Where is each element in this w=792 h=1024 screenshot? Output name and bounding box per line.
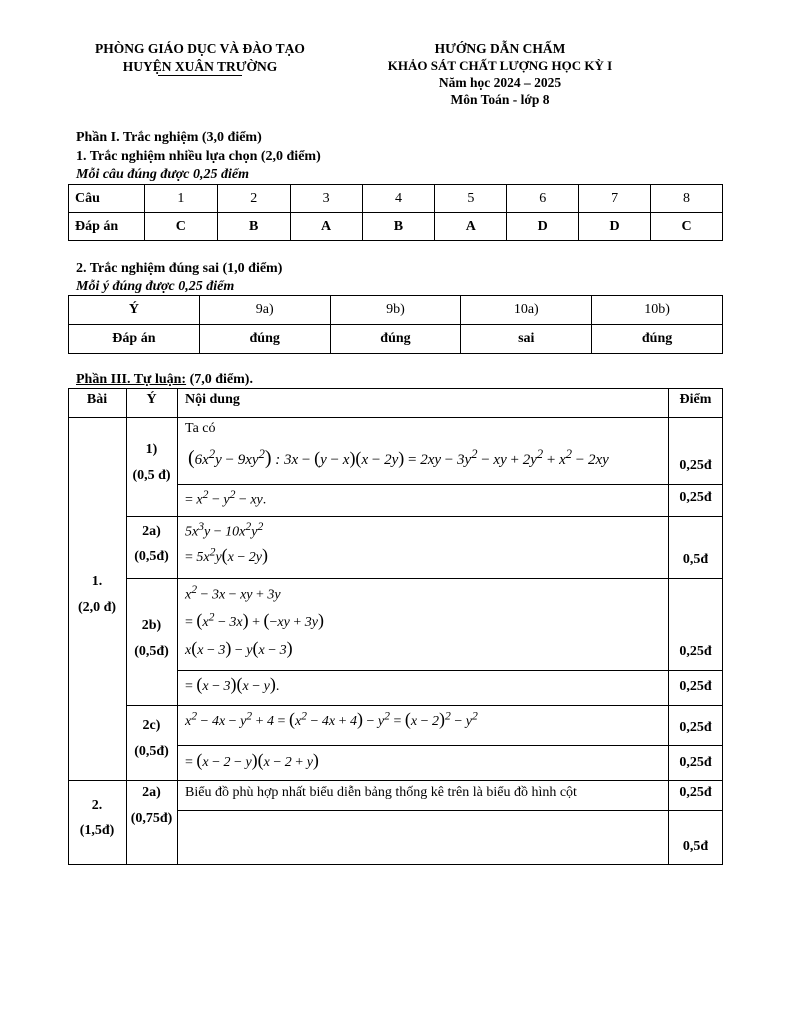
score-q2c-b: 0,25đ bbox=[679, 755, 712, 770]
mc-row-label-cau: Câu bbox=[69, 185, 145, 213]
b2-q2a-label: 2a) bbox=[142, 785, 161, 800]
part1-sub2-title: 2. Trắc nghiệm đúng sai (1,0 điểm) bbox=[76, 261, 283, 276]
score-b2-a: 0,25đ bbox=[679, 785, 712, 800]
guide-title: HƯỚNG DẪN CHẤM bbox=[434, 41, 566, 56]
header-diem: Điểm bbox=[679, 392, 712, 407]
header-bai: Bài bbox=[86, 392, 108, 407]
part1-sub1-title: 1. Trắc nghiệm nhiều lựa chọn (2,0 điểm) bbox=[76, 149, 321, 164]
school-year: Năm học 2024 – 2025 bbox=[438, 75, 562, 90]
tf-row-label-dapan: Đáp án bbox=[69, 325, 200, 354]
part3-title bbox=[76, 372, 253, 388]
q2c-line1: $x^2 - 4x - y^2 + 4 = (x^2 - 4x + 4) - y^2 = (x - 2)^2 - y^2$ bbox=[185, 709, 478, 729]
q2b-line2: = $(x^2 - 3x) + (-xy + 3y)$ bbox=[185, 610, 324, 630]
mc-answer: C bbox=[144, 213, 217, 241]
bai1-points: (2,0 đ) bbox=[77, 600, 117, 615]
q1-intro: Ta có bbox=[185, 421, 216, 436]
tf-item: 10b) bbox=[592, 296, 723, 325]
tf-item: 9b) bbox=[330, 296, 461, 325]
tf-row-label-y: Ý bbox=[69, 296, 200, 325]
q1-points: (0,5 đ) bbox=[132, 468, 171, 483]
score-q1-b: 0,25đ bbox=[679, 490, 712, 505]
true-false-table bbox=[68, 295, 723, 354]
exam-header bbox=[355, 40, 645, 108]
q2b-line1: $x^2 - 3x$ − xy + 3y bbox=[185, 583, 281, 603]
mc-question-number: 3 bbox=[290, 185, 362, 213]
b2-answer-text: Biểu đồ phù hợp nhất biểu diễn bảng thống kê trên là biểu đồ hình cột bbox=[185, 785, 577, 800]
q2c-points: (0,5đ) bbox=[134, 744, 169, 759]
q2b-points: (0,5đ) bbox=[134, 644, 169, 659]
score-q2b-b: 0,25đ bbox=[679, 679, 712, 694]
mc-answer: D bbox=[579, 213, 651, 241]
q2a-line2: = $5x^2y(x - 2y)$ bbox=[185, 545, 269, 565]
q2b-line3: x(x − 3) − y(x − 3) bbox=[185, 638, 293, 658]
district-name: HUYỆN XUÂN TRƯỜNG bbox=[122, 59, 278, 74]
header-noi-dung: Nội dung bbox=[185, 392, 240, 407]
mc-question-number: 8 bbox=[651, 185, 723, 213]
score-q2a: 0,5đ bbox=[682, 552, 709, 567]
q2c-label: 2c) bbox=[142, 718, 161, 733]
part1-title: Phần I. Trắc nghiệm (3,0 điểm) bbox=[76, 130, 262, 145]
mc-question-number: 6 bbox=[507, 185, 579, 213]
tf-item-row bbox=[69, 296, 723, 325]
part3-title-prefix: Phần III. Tự luận: bbox=[76, 372, 187, 387]
part1-sub1-note: Mỗi câu đúng được 0,25 điểm bbox=[76, 167, 250, 182]
tf-answer: đúng bbox=[592, 325, 723, 354]
mc-answer: B bbox=[362, 213, 435, 241]
score-q2b-a: 0,25đ bbox=[679, 644, 712, 659]
multiple-choice-table bbox=[68, 184, 723, 241]
bai2-points: (1,5đ) bbox=[79, 823, 115, 838]
q1-equation-line2: = $x^2 - y^2$ − xy. bbox=[185, 488, 267, 508]
mc-question-number: 7 bbox=[579, 185, 651, 213]
q2b-label: 2b) bbox=[141, 618, 162, 633]
bai1-label: 1. bbox=[91, 574, 103, 589]
b2-q2a-points: (0,75đ) bbox=[130, 811, 173, 826]
mc-question-number: 1 bbox=[144, 185, 217, 213]
mc-answer: B bbox=[217, 213, 290, 241]
header-underline bbox=[158, 75, 242, 76]
mc-question-row bbox=[69, 185, 723, 213]
q2a-points: (0,5đ) bbox=[134, 549, 169, 564]
mc-question-number: 5 bbox=[435, 185, 507, 213]
mc-answer: C bbox=[651, 213, 723, 241]
score-b2-b: 0,5đ bbox=[682, 839, 709, 854]
q1-equation-line1: $(6x^2y - 9xy^2)$ : $3x - (y - x)(x - 2y) = 2xy - 3y^2$ − xy + $2y^2 + x^2 - 2xy$ bbox=[188, 447, 609, 469]
mc-question-number: 4 bbox=[362, 185, 435, 213]
mc-row-label-dapan: Đáp án bbox=[69, 213, 145, 241]
part3-title-suffix: (7,0 điểm). bbox=[186, 372, 253, 387]
mc-question-number: 2 bbox=[217, 185, 290, 213]
q1-label: 1) bbox=[145, 442, 158, 457]
mc-answer: A bbox=[435, 213, 507, 241]
tf-answer: sai bbox=[461, 325, 592, 354]
part1-sub2-note: Mỗi ý đúng được 0,25 điểm bbox=[76, 279, 235, 294]
department-header bbox=[70, 40, 330, 76]
essay-table bbox=[68, 388, 723, 865]
score-q1-a: 0,25đ bbox=[679, 458, 712, 473]
tf-item: 9a) bbox=[199, 296, 330, 325]
tf-answer: đúng bbox=[330, 325, 461, 354]
tf-answer-row bbox=[69, 325, 723, 354]
mc-answer: D bbox=[507, 213, 579, 241]
exam-title: KHẢO SÁT CHẤT LƯỢNG HỌC KỲ I bbox=[387, 58, 613, 73]
header-y: Ý bbox=[146, 392, 157, 407]
bai2-label: 2. bbox=[91, 798, 103, 813]
mc-answer: A bbox=[290, 213, 362, 241]
tf-item: 10a) bbox=[461, 296, 592, 325]
score-q2c-a: 0,25đ bbox=[679, 720, 712, 735]
department-name: PHÒNG GIÁO DỤC VÀ ĐÀO TẠO bbox=[95, 41, 305, 56]
tf-answer: đúng bbox=[199, 325, 330, 354]
mc-answer-row bbox=[69, 213, 723, 241]
q2c-line2: = (x − 2 − y)(x − 2 + y) bbox=[185, 750, 319, 770]
q2a-label: 2a) bbox=[142, 524, 161, 539]
q2a-line1: $5x^3y - 10x^2y^2$ bbox=[185, 520, 264, 540]
q2b-line4: = (x − 3)(x − y). bbox=[185, 674, 280, 694]
subject: Môn Toán - lớp 8 bbox=[450, 92, 550, 107]
